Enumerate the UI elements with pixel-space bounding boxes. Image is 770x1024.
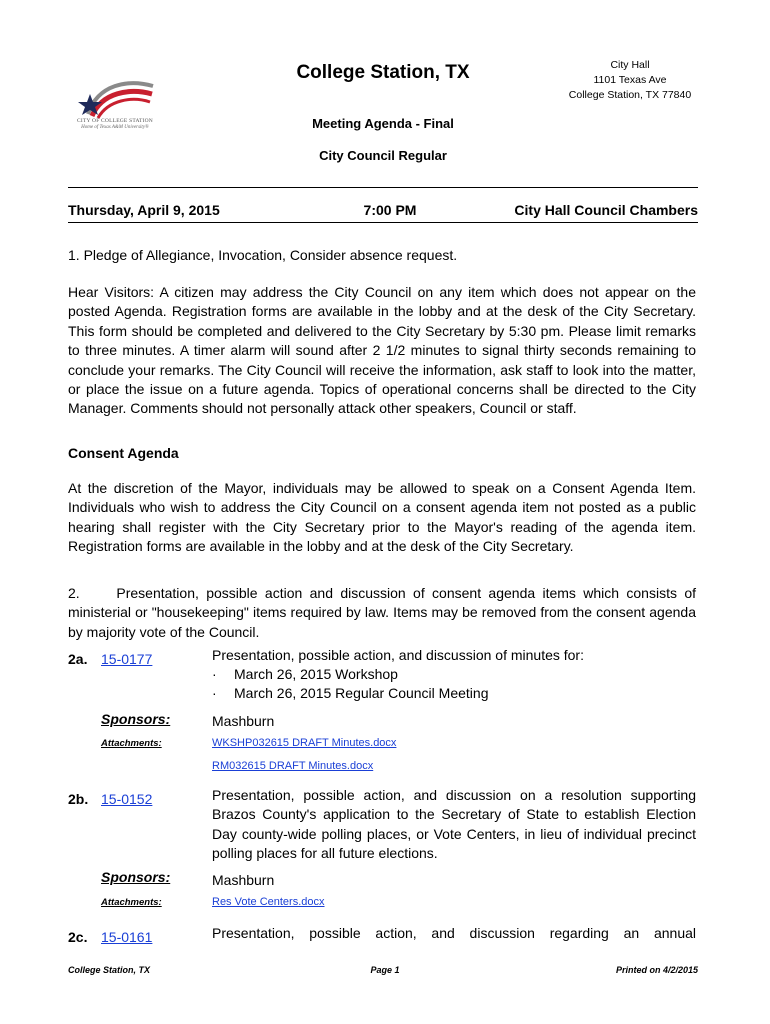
- body-name: City Council Regular: [319, 148, 447, 163]
- sponsors-label-2a: Sponsors:: [101, 711, 171, 727]
- attachments-label-2b: Attachments:: [101, 897, 162, 908]
- sponsor-name-2a: Mashburn: [212, 713, 275, 729]
- list-item: [212, 665, 696, 684]
- item-number-2a: 2a.: [68, 651, 88, 667]
- consent-agenda-heading: Consent Agenda: [68, 445, 179, 461]
- minutes-bullet-list: [212, 665, 696, 704]
- bullet-text: March 26, 2015 Workshop: [234, 666, 398, 682]
- item-number-2c: 2c.: [68, 929, 88, 945]
- consent-agenda-text: At the discretion of the Mayor, individuals may be allowed to speak on a Consent Agenda Item. Individuals who wish to address the City Council on a consent agenda item not posted as a public hearing shall register with the City Secretary prior to the Mayor's reading of the agenda item. Registration forms are available in the lobby and at the desk of the City Secretary.: [68, 480, 696, 555]
- pledge-item: 1. Pledge of Allegiance, Invocation, Consider absence request.: [68, 247, 458, 263]
- list-item: [212, 684, 696, 703]
- address-line-2: 1101 Texas Ave: [593, 74, 667, 86]
- meeting-date: Thursday, April 9, 2015: [68, 202, 220, 218]
- attachment-link[interactable]: WKSHP032615 DRAFT Minutes.docx: [212, 737, 397, 749]
- footer-page-number: Page 1: [370, 965, 400, 975]
- meeting-location: City Hall Council Chambers: [514, 202, 698, 218]
- agenda-type: Meeting Agenda - Final: [312, 116, 454, 131]
- bullet-text: March 26, 2015 Regular Council Meeting: [234, 685, 489, 702]
- item-description-2a: Presentation, possible action, and discussion of minutes for:: [212, 647, 584, 663]
- address-line-1: City Hall: [610, 59, 650, 71]
- org-title: College Station, TX: [296, 62, 470, 83]
- bullet-icon: ·: [212, 666, 217, 682]
- city-logo: [68, 64, 160, 156]
- meeting-time: 7:00 PM: [363, 202, 417, 218]
- sponsor-name-2b: Mashburn: [212, 872, 275, 888]
- divider-top: [68, 187, 698, 188]
- bullet-icon: ·: [212, 685, 217, 702]
- footer-printed-date: Printed on 4/2/2015: [615, 965, 698, 975]
- item-description-2b: Presentation, possible action, and discussion on a resolution supporting Brazos County's application to the Secretary of State to establish Election Day county-wide polling places, or Vote Centers, in lieu of individual precinct polling places for all future elections.: [212, 787, 696, 862]
- attachment-link[interactable]: Res Vote Centers.docx: [212, 896, 325, 908]
- attachments-label-2a: Attachments:: [101, 738, 162, 749]
- item-number-2b: 2b.: [68, 791, 89, 807]
- file-link-15-0152[interactable]: 15-0152: [101, 791, 153, 807]
- address-line-3: College Station, TX 77840: [568, 89, 692, 101]
- divider-bottom: [68, 222, 698, 223]
- item-description-2c: Presentation, possible action, and discussion regarding an annual: [212, 925, 696, 941]
- consent-item-intro: 2. Presentation, possible action and discussion of consent agenda items which consists of ministerial or "housekeeping" items required by law. Items may be removed from the consent agenda by majority vote of the Council.: [68, 585, 700, 640]
- logo-text-city: CITY OF COLLEGE STATION: [77, 118, 153, 124]
- hear-visitors-text: Hear Visitors: A citizen may address the City Council on any item which does not appear on the posted Agenda. Registration forms are available in the lobby and at the desk of the City Secretary. This form should be completed and delivered to the City Secretary by 5:30 pm. Please limit remarks to three minutes. A timer alarm will sound after 2 1/2 minutes to signal thirty seconds remaining to conclude your remarks. The City Council will receive the information, ask staff to look into the matter, or place the issue on a future agenda. Topics of operational concerns shall be directed to the City Manager. Comments should not personally attack other speakers, Council or staff.: [68, 284, 696, 417]
- sponsors-label-2b: Sponsors:: [101, 869, 171, 885]
- file-link-15-0161[interactable]: 15-0161: [101, 929, 153, 945]
- logo-text-tagline: Home of Texas A&M University®: [81, 125, 149, 130]
- footer-org: College Station, TX: [68, 965, 151, 975]
- attachment-link[interactable]: RM032615 DRAFT Minutes.docx: [212, 760, 374, 772]
- file-link-15-0177[interactable]: 15-0177: [101, 651, 153, 667]
